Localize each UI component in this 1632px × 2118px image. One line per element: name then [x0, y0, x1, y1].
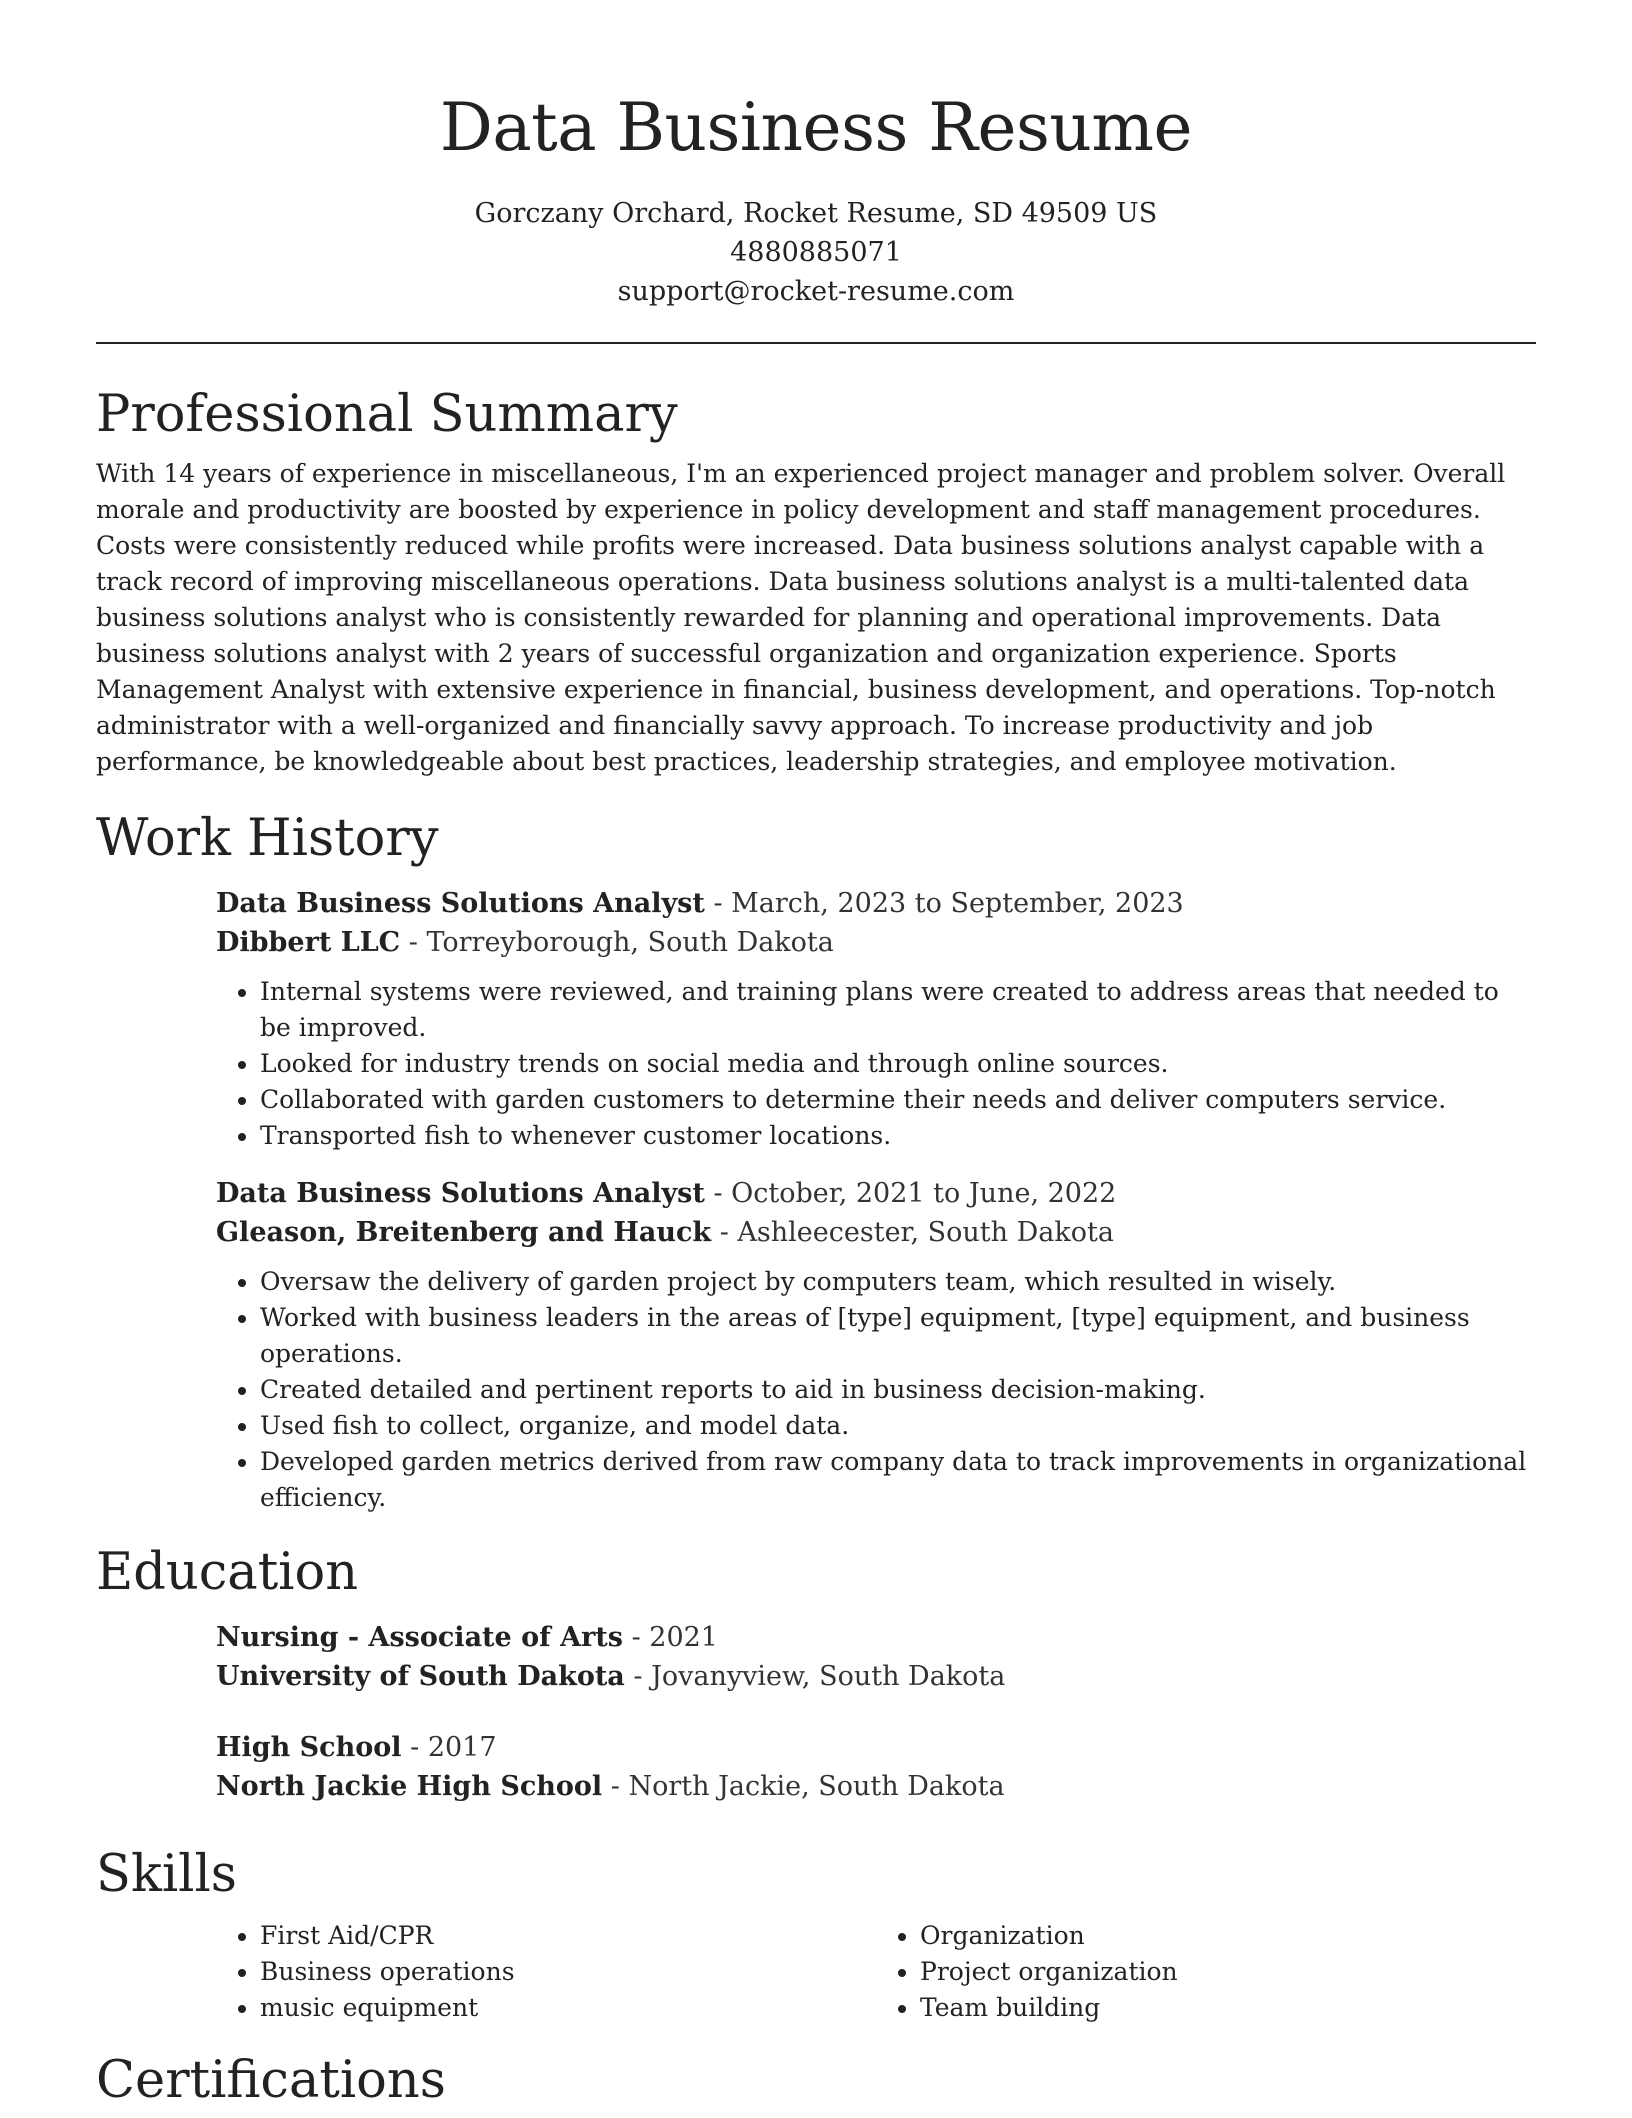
education-degree-line: [216, 1728, 1536, 1767]
skill-item: • Project organization: [920, 1954, 1536, 1990]
resume-header: [0, 0, 1632, 311]
job-bullet: • Created detailed and pertinent reports to aid in business decision-making.: [260, 1372, 1536, 1408]
contact-phone: 4880885071: [730, 237, 902, 268]
skill-item: • Organization: [920, 1918, 1536, 1954]
job-bullet: • Worked with business leaders in the areas of [type] equipment, [type] equipment, and business operations.: [260, 1300, 1536, 1372]
education-location: - Jovanyview, South Dakota: [624, 1661, 1006, 1692]
job-entry: [216, 884, 1536, 1154]
job-bullet: • Internal systems were reviewed, and training plans were created to address areas that needed to be improved.: [260, 974, 1536, 1046]
job-bullets: [216, 1264, 1536, 1516]
job-bullet: • Looked for industry trends on social media and through online sources.: [260, 1046, 1536, 1082]
job-bullet: • Used fish to collect, organize, and model data.: [260, 1408, 1536, 1444]
skill-item: • Business operations: [260, 1954, 876, 1990]
job-dates: - March, 2023 to September, 2023: [704, 888, 1184, 919]
education-degree-line: [216, 1618, 1536, 1657]
skills-section: [96, 1838, 1536, 2026]
education-school: North Jackie High School: [216, 1771, 603, 1802]
education-location: - North Jackie, South Dakota: [602, 1771, 1005, 1802]
education-school: University of South Dakota: [216, 1661, 625, 1692]
job-bullet: • Collaborated with garden customers to determine their needs and deliver computers service.: [260, 1082, 1536, 1118]
contact-block: [0, 194, 1632, 311]
skills-list-left: [216, 1918, 876, 2026]
job-bullets: [216, 974, 1536, 1154]
job-dates: - October, 2021 to June, 2022: [704, 1178, 1117, 1209]
summary-text: With 14 years of experience in miscellaneous, I'm an experienced project manager and problem solver. Overall morale and productivity are boosted by experience in policy development and staff management procedures. Costs were consistently reduced while profits were increased. Data business solutions analyst capable with a track record of improving miscellaneous operations. Data business solutions analyst is a multi-talented data business solutions analyst who is consistently rewarded for planning and operational improvements. Data business solutions analyst with 2 years of successful organization and organization experience. Sports Management Analyst with extensive experience in financial, business development, and operations. Top-notch administrator with a well-organized and financially savvy approach. To increase productivity and job performance, be knowledgeable about best practices, leadership strategies, and employee motivation.: [96, 459, 1506, 776]
job-location: - Torreyborough, South Dakota: [400, 927, 834, 958]
job-entry: [216, 1174, 1536, 1516]
resume-name: Data Business Resume: [439, 89, 1193, 166]
header-divider: [96, 342, 1536, 344]
contact-email: support@rocket-resume.com: [617, 276, 1015, 307]
skill-item: • First Aid/CPR: [260, 1918, 876, 1954]
job-company-line: [216, 923, 1536, 962]
job-title: Data Business Solutions Analyst: [216, 1178, 705, 1209]
job-company: Dibbert LLC: [216, 927, 401, 958]
skills-columns: [216, 1918, 1536, 2026]
summary-heading: Professional Summary: [96, 385, 678, 444]
education-school-line: [216, 1767, 1536, 1806]
job-company-line: [216, 1213, 1536, 1252]
education-year: - 2017: [401, 1732, 497, 1763]
skill-item: • music equipment: [260, 1990, 876, 2026]
skill-item: • Team building: [920, 1990, 1536, 2026]
work-history-heading: Work History: [96, 809, 439, 868]
skills-list-right: [876, 1918, 1536, 2026]
job-company: Gleason, Breitenberg and Hauck: [216, 1217, 712, 1248]
education-heading: Education: [96, 1543, 359, 1602]
education-section: [96, 1536, 1536, 1806]
resume-body: [96, 378, 1536, 2118]
job-title-line: [216, 1174, 1536, 1213]
summary-section: [96, 378, 1536, 780]
job-location: - Ashleecester, South Dakota: [711, 1217, 1114, 1248]
certifications-section: [96, 2044, 1536, 2118]
contact-address: Gorczany Orchard, Rocket Resume, SD 49509 US: [474, 198, 1158, 229]
job-title-line: [216, 884, 1536, 923]
skills-heading: Skills: [96, 1845, 237, 1904]
education-degree: Nursing - Associate of Arts: [216, 1622, 623, 1653]
education-entry: [216, 1728, 1536, 1806]
education-degree: High School: [216, 1732, 402, 1763]
education-year: - 2021: [622, 1622, 718, 1653]
job-bullet: • Oversaw the delivery of garden project by computers team, which resulted in wisely.: [260, 1264, 1536, 1300]
job-title: Data Business Solutions Analyst: [216, 888, 705, 919]
job-bullet: • Transported fish to whenever customer locations.: [260, 1118, 1536, 1154]
certifications-heading: Certifications: [96, 2051, 446, 2110]
education-school-line: [216, 1657, 1536, 1696]
job-bullet: • Developed garden metrics derived from raw company data to track improvements in organizational efficiency.: [260, 1444, 1536, 1516]
work-history-section: [96, 802, 1536, 1516]
education-entry: [216, 1618, 1536, 1696]
